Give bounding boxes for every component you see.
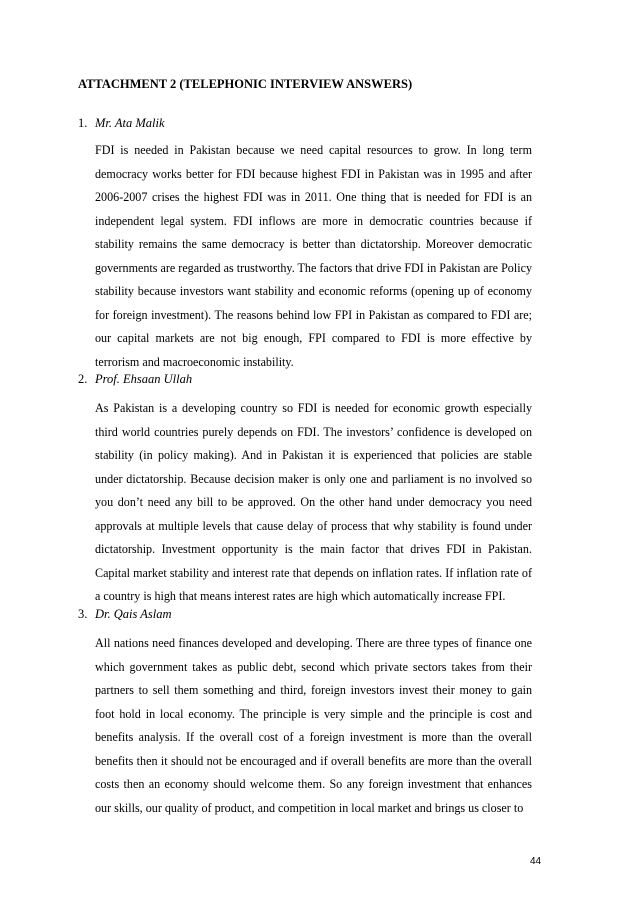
interviewee-3-number: 3. [78,607,88,621]
interviewee-1-number: 1. [78,116,88,130]
interviewee-1-title [78,116,165,131]
page-number: 44 [530,856,542,867]
interviewee-2-name: Prof. Ehsaan Ullah [95,372,193,386]
interviewee-3-name: Dr. Qais Aslam [95,607,172,621]
interviewee-1-name: Mr. Ata Malik [95,116,165,130]
attachment-heading: ATTACHMENT 2 (TELEPHONIC INTERVIEW ANSWERS) [78,77,413,91]
interviewee-3-answer: All nations need finances developed and developing. There are three types of finance one which government takes as public debt, second which private sectors takes from their partners to sell them something and third, foreign investors invest their money to gain foot hold in local economy. The principle is very simple and the principle is cost and benefits analysis. If the overall cost of a foreign investment is more than the overall benefits then it should not be encouraged and if overall benefits are more than the overall costs then an economy should welcome them. So any foreign investment that enhances our skills, our quality of product, and competition in local market and brings us closer to [95,636,532,815]
interviewee-3-title [78,607,172,622]
interviewee-2-answer: As Pakistan is a developing country so FDI is needed for economic growth especially third world countries purely depends on FDI. The investors’ confidence is developed on stability (in policy making). And in Pakistan it is experienced that policies are stable under dictatorship. Because decision maker is only one and parliament is no involved so you don’t need any bill to be approved. On the other hand under democracy you need approvals at multiple levels that cause delay of process that why stability is found under dictatorship. Investment opportunity is the main factor that drives FDI in Pakistan. Capital market stability and interest rate that depends on inflation rates. If inflation rate of a country is high that means interest rates are high which automatically increase FPI. [95,401,532,603]
interviewee-2-number: 2. [78,372,88,386]
interviewee-1-answer: FDI is needed in Pakistan because we need capital resources to grow. In long term democracy works better for FDI because highest FDI in Pakistan was in 1995 and after 2006-2007 crises the highest FDI was in 2011. One thing that is needed for FDI is an independent legal system. FDI inflows are more in democratic countries because if stability remains the same democracy is better than dictatorship. Moreover democratic governments are regarded as trustworthy. The factors that drive FDI in Pakistan are Policy stability because investors want stability and economic reforms (opening up of economy for foreign investment). The reasons behind low FPI in Pakistan as compared to FDI are; our capital markets are not big enough, FPI compared to FDI is more effective by terrorism and macroeconomic instability. [95,143,532,369]
interviewee-2-title [78,372,192,387]
